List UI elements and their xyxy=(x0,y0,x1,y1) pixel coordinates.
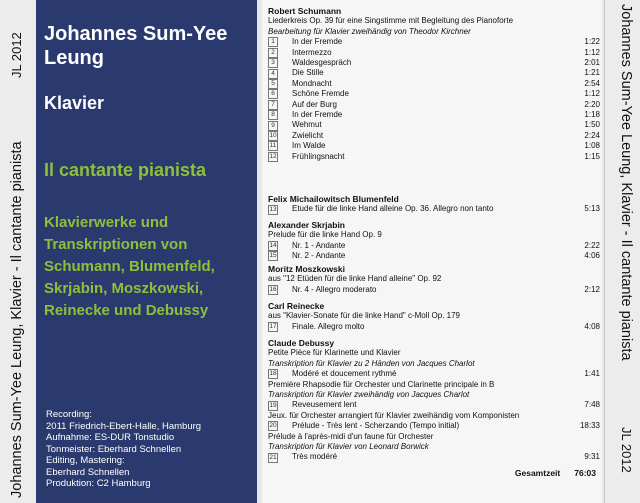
spine-left-code: JL 2012 xyxy=(9,32,24,78)
track-number: 20 xyxy=(269,422,277,430)
track-row xyxy=(268,251,600,261)
track-title: Frühlingsnacht xyxy=(292,151,345,161)
track-duration: 1:18 xyxy=(584,109,600,119)
credits xyxy=(46,409,256,490)
track-duration: 2:01 xyxy=(584,58,600,67)
track-duration: 2:54 xyxy=(584,78,600,88)
work-title: aus "Klavier-Sonate für die linke Hand" c-Moll Op. 179 xyxy=(268,311,460,321)
track-duration: 1:12 xyxy=(584,89,600,99)
right-spine xyxy=(604,0,640,503)
track-row xyxy=(268,89,600,99)
track-title: Wehmut xyxy=(292,120,322,130)
track-number: 5 xyxy=(268,79,278,89)
track-number: 12 xyxy=(269,152,277,160)
track-number: 19 xyxy=(269,401,277,409)
track-number: 18 xyxy=(269,370,277,378)
composer-name: Alexander Skrjabin xyxy=(268,220,346,230)
credit-line: Eberhard Schnellen xyxy=(46,466,130,478)
track-title: Im Walde xyxy=(292,141,326,151)
work-title: Jeux. für Orchester arrangiert für Klavier zweihändig vom Komponisten xyxy=(268,410,520,420)
spine-right-code: JL 2012 xyxy=(619,427,634,473)
spine-right-title: Johannes Sum-Yee Leung, Klavier - Il cantante pianista xyxy=(618,4,634,361)
track-duration: 4:06 xyxy=(584,251,600,261)
left-spine xyxy=(0,0,37,503)
track-duration: 2:22 xyxy=(584,240,600,250)
track-number: 8 xyxy=(268,110,278,120)
track-title: Très modéré xyxy=(292,452,338,462)
skrjabin-section xyxy=(268,220,600,262)
track-row xyxy=(268,120,600,130)
tracklist xyxy=(262,0,602,503)
track-row xyxy=(268,141,600,151)
track-duration: 2:12 xyxy=(584,284,600,294)
arrangement-note: Transkription für Klavier zu 2 Händen von Jacques Charlot xyxy=(268,358,475,368)
instrument: Klavier xyxy=(44,93,105,113)
track-duration: 7:48 xyxy=(584,400,600,410)
work-title: Prelude für die linke Hand Op. 9 xyxy=(268,230,382,240)
spine-left-title: Johannes Sum-Yee Leung, Klavier - Il cantante pianista xyxy=(9,141,25,498)
total-time-row xyxy=(268,468,596,478)
track-duration: 1:15 xyxy=(584,151,600,161)
track-number: 13 xyxy=(269,205,277,213)
track-title: Prélude - Très lent - Scherzando (Tempo initial) xyxy=(292,421,460,431)
work-title: aus "12 Etüden für die linke Hand alleine" Op. 92 xyxy=(268,274,442,284)
track-title: Zwielicht xyxy=(292,130,324,140)
track-duration: 2:24 xyxy=(584,130,600,140)
track-title: In der Fremde xyxy=(292,109,343,119)
track-duration: 5:13 xyxy=(584,204,600,214)
work-title: Première Rhapsodie für Orchester und Clarinette principale in B xyxy=(268,379,495,389)
track-title: In der Fremde xyxy=(292,37,343,47)
credit-line: Tonmeister: Eberhard Schnellen xyxy=(46,443,182,455)
track-title: Nr. 1 - Andante xyxy=(292,240,346,250)
credit-line: Produktion: C2 Hamburg xyxy=(46,478,151,489)
album-title: Il cantante pianista xyxy=(44,160,207,180)
track-duration: 4:08 xyxy=(584,321,600,331)
track-number: 9 xyxy=(268,121,278,131)
total-time-value: 76:03 xyxy=(574,468,596,478)
track-number: 4 xyxy=(268,69,278,79)
work-title: Petite Pièce für Klarinette und Klavier xyxy=(268,348,401,358)
track-title: Nr. 4 - Allegro moderato xyxy=(292,284,377,294)
track-row xyxy=(268,58,600,68)
track-title: Schöne Fremde xyxy=(292,89,349,99)
track-number: 21 xyxy=(269,453,277,461)
credit-line: Recording: xyxy=(46,409,92,420)
track-row xyxy=(268,110,600,120)
composer-name: Felix Michailowitsch Blumenfeld xyxy=(268,194,399,204)
track-number: 3 xyxy=(268,58,278,68)
credit-line: Editing, Mastering: xyxy=(46,455,125,466)
track-title: Reveusement lent xyxy=(292,400,357,410)
credit-line: 2011 Friedrich-Ebert-Halle, Hamburg xyxy=(46,420,202,432)
track-duration: 18:33 xyxy=(579,421,600,431)
track-row xyxy=(268,100,600,110)
composer-name: Claude Debussy xyxy=(268,338,335,348)
track-number: 17 xyxy=(269,323,277,330)
track-duration: 1:12 xyxy=(584,47,600,57)
arrangement-note: Transkription für Klavier von Leonard Borwick xyxy=(268,442,429,452)
track-title: Auf der Burg xyxy=(292,99,337,109)
track-duration: 1:41 xyxy=(584,369,600,379)
moszkowski-section xyxy=(268,264,600,295)
album-subtitle: Klavierwerke und Transkriptionen von Schumann, Blumenfeld, Skrjabin, Moszkowski, Reinecke und Debussy xyxy=(44,214,215,319)
track-row xyxy=(268,241,600,251)
track-row xyxy=(268,131,600,141)
artist-name: Johannes Sum-Yee Leung xyxy=(44,23,228,69)
track-row xyxy=(268,68,600,78)
track-row xyxy=(268,452,600,462)
track-row xyxy=(268,37,600,47)
track-number: 11 xyxy=(269,142,277,150)
track-title: Modéré et doucement rythmé xyxy=(292,369,397,379)
track-row xyxy=(268,285,600,295)
work-title: Liederkreis Op. 39 für eine Singstimme mit Begleitung des Pianoforte xyxy=(268,16,514,26)
reinecke-section xyxy=(268,301,600,332)
track-row xyxy=(268,421,600,431)
track-duration: 9:31 xyxy=(584,452,600,462)
track-row xyxy=(268,79,600,89)
composer-name: Carl Reinecke xyxy=(268,301,325,311)
track-duration: 1:50 xyxy=(584,120,600,130)
total-time-label: Gesamtzeit xyxy=(514,468,561,478)
track-number: 14 xyxy=(269,242,277,249)
credit-line: Aufnahme: ES-DUR Tonstudio xyxy=(46,432,175,443)
arrangement-note: Transkription für Klavier zweihändig von Jacques Charlot xyxy=(268,390,470,400)
track-row xyxy=(268,204,600,214)
track-title: Die Stille xyxy=(292,68,324,78)
debussy-section xyxy=(268,338,600,463)
track-duration: 1:21 xyxy=(584,68,600,78)
track-row xyxy=(268,400,600,410)
composer-name: Moritz Moszkowski xyxy=(268,264,345,274)
track-number: 1 xyxy=(268,37,278,47)
track-row xyxy=(268,369,600,379)
track-title: Etude für die linke Hand alleine Op. 36. Allegro non tanto xyxy=(292,204,494,214)
cover-panel xyxy=(36,0,257,503)
track-title: Intermezzo xyxy=(292,47,332,57)
blumenfeld-section xyxy=(268,194,600,215)
arrangement-note: Bearbeitung für Klavier zweihändig von Theodor Kirchner xyxy=(268,26,471,36)
track-number: 7 xyxy=(268,100,278,110)
track-number: 16 xyxy=(269,286,277,293)
track-duration: 1:08 xyxy=(584,141,600,151)
track-number: 10 xyxy=(269,131,277,139)
track-title: Waldesgespräch xyxy=(292,58,352,67)
track-row xyxy=(268,48,600,58)
track-number: 2 xyxy=(268,48,278,58)
track-number: 6 xyxy=(268,89,278,99)
track-duration: 2:20 xyxy=(584,99,600,109)
work-title: Prélude à l'après-midi d'un faune für Orchester xyxy=(268,431,434,441)
schumann-section xyxy=(268,6,600,162)
track-row xyxy=(268,322,600,332)
track-title: Finale. Allegro molto xyxy=(292,321,365,331)
track-number: 15 xyxy=(269,252,277,260)
composer-name: Robert Schumann xyxy=(268,6,342,16)
track-title: Mondnacht xyxy=(292,78,332,88)
track-row xyxy=(268,152,600,162)
track-duration: 1:22 xyxy=(584,37,600,47)
track-title: Nr. 2 - Andante xyxy=(292,251,346,261)
